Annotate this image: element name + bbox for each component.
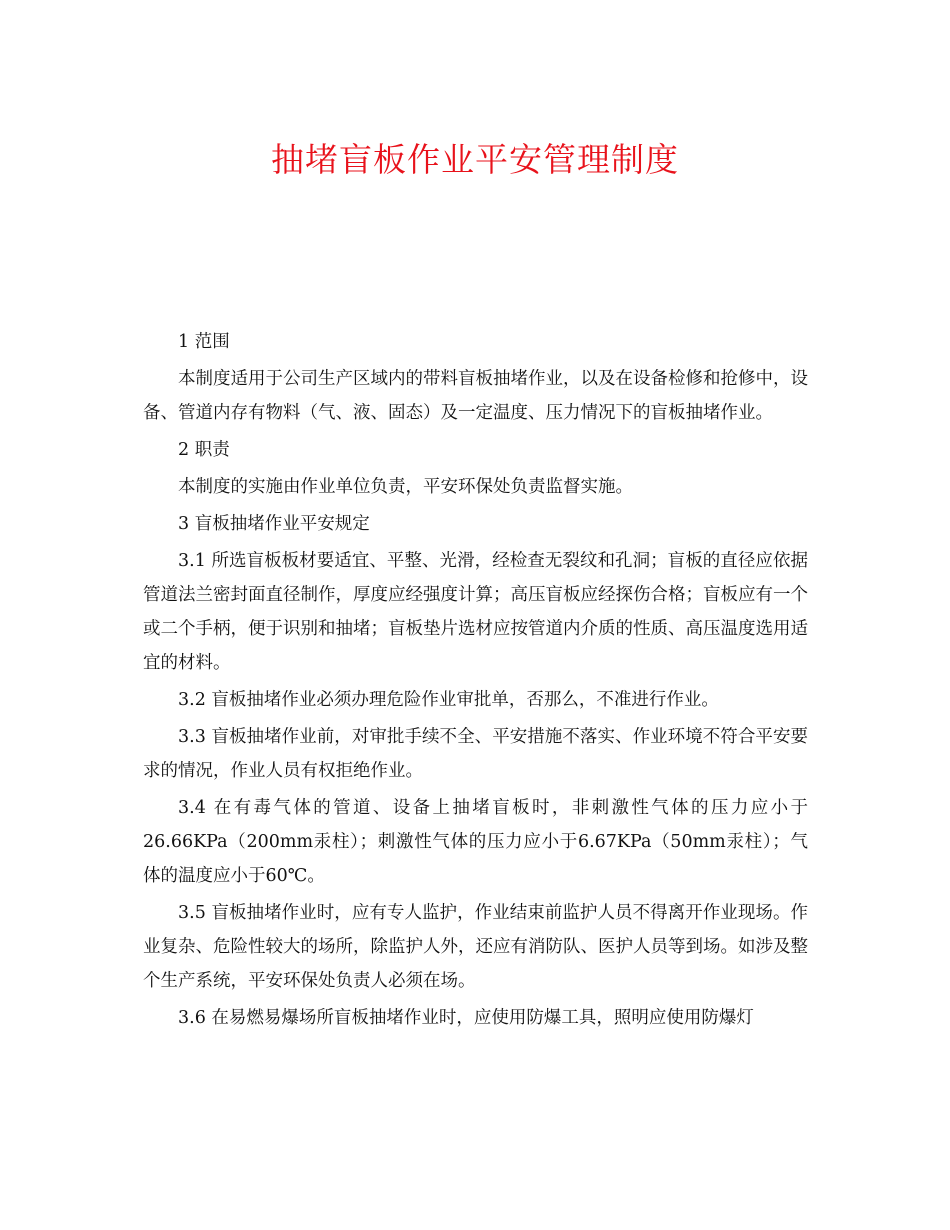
paragraph-rule-3-1: 3.1 所选盲板板材要适宜、平整、光滑，经检查无裂纹和孔洞；盲板的直径应依据管道法兰密封面直径制作，厚度应经强度计算；高压盲板应经探伤合格；盲板应有一个或二个手柄，便于识别和抽堵；盲板垫片选材应按管道内介质的性质、高压温度选用适宜的材料。 [143, 551, 808, 673]
section-heading-scope: 1 范围 [178, 332, 230, 352]
section-heading-duties: 2 职责 [178, 440, 230, 460]
paragraph-duties: 本制度的实施由作业单位负责，平安环保处负责监督实施。 [178, 477, 633, 497]
paragraph-rule-3-5: 3.5 盲板抽堵作业时，应有专人监护，作业结束前监护人员不得离开作业现场。作业复杂、危险性较大的场所，除监护人外，还应有消防队、医护人员等到场。如涉及整个生产系统，平安环保处负责人必须在场。 [143, 903, 808, 991]
paragraph-rule-3-6: 3.6 在易燃易爆场所盲板抽堵作业时，应使用防爆工具，照明应使用防爆灯 [178, 1008, 754, 1028]
paragraph-rule-3-3: 3.3 盲板抽堵作业前，对审批手续不全、平安措施不落实、作业环境不符合平安要求的情况，作业人员有权拒绝作业。 [143, 727, 808, 781]
paragraph-scope: 本制度适用于公司生产区域内的带料盲板抽堵作业，以及在设备检修和抢修中，设备、管道内存有物料（气、液、固态）及一定温度、压力情况下的盲板抽堵作业。 [143, 369, 808, 423]
paragraph-rule-3-2: 3.2 盲板抽堵作业必须办理危险作业审批单，否那么，不准进行作业。 [178, 690, 719, 710]
document-title: 抽堵盲板作业平安管理制度 [271, 140, 679, 179]
paragraph-rule-3-4: 3.4 在有毒气体的管道、设备上抽堵盲板时，非刺激性气体的压力应小于26.66KPa（200mm汞柱）；刺激性气体的压力应小于6.67KPa（50mm汞柱）；气体的温度应小于60℃。 [143, 798, 808, 886]
document-body [143, 325, 808, 1035]
section-heading-rules: 3 盲板抽堵作业平安规定 [178, 514, 370, 534]
